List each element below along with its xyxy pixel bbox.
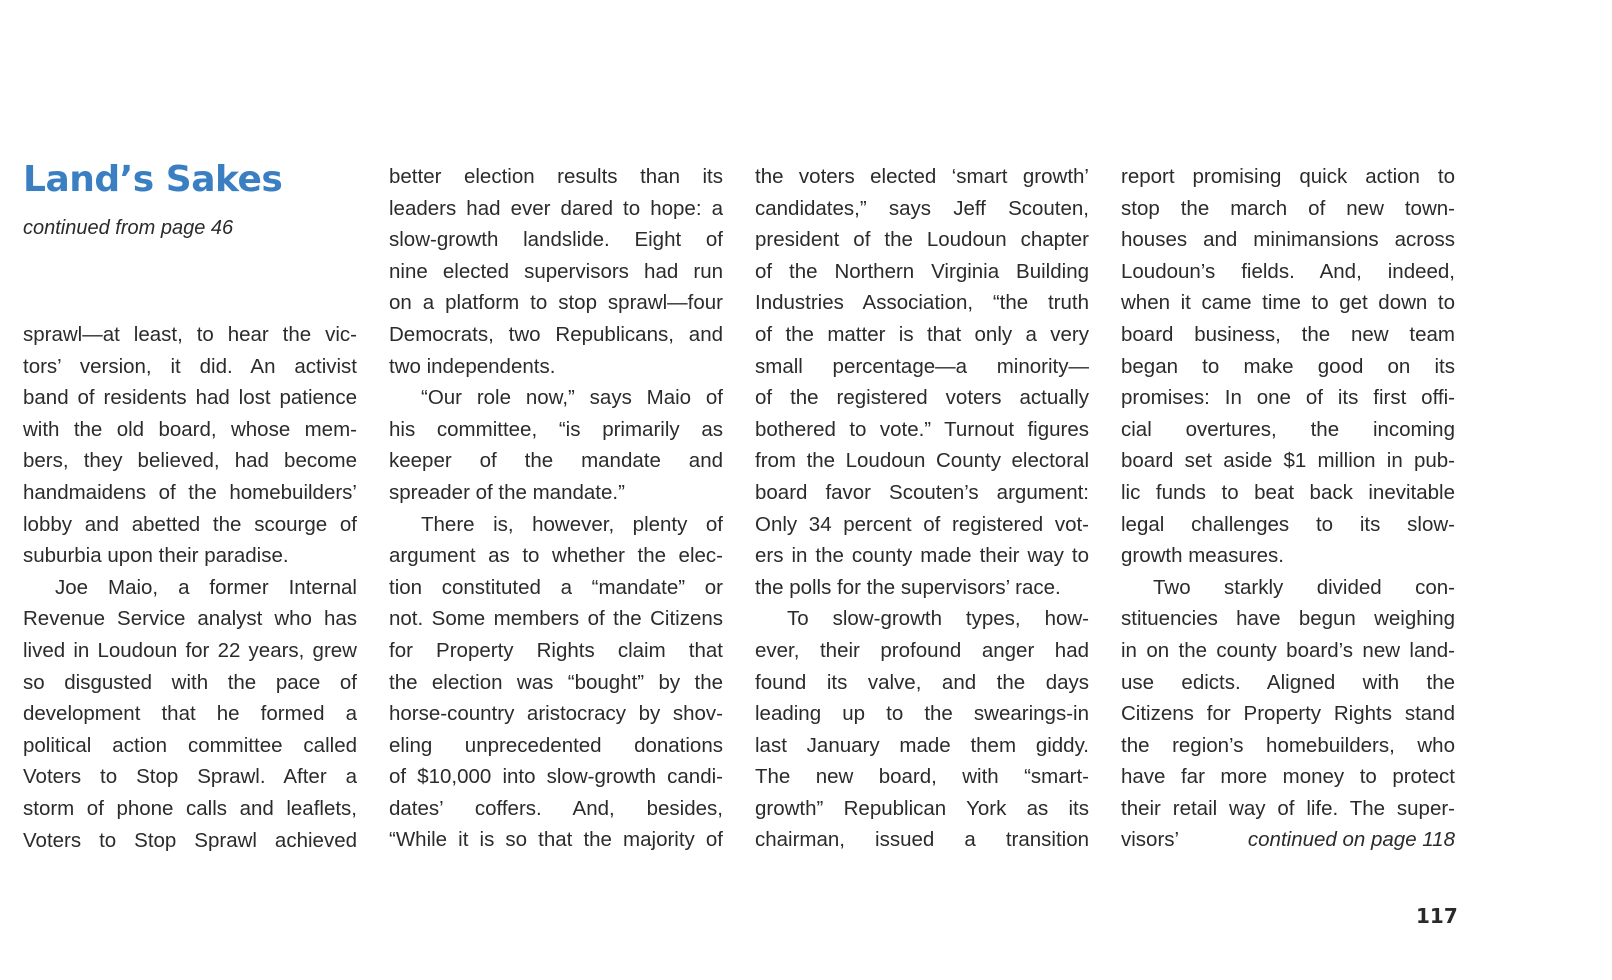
text-line: Two starkly divided con- (1153, 575, 1455, 599)
text-line: stituencies have begun weighing (1121, 607, 1455, 631)
text-line: bothered to vote.” Turnout figures (755, 417, 1089, 441)
text-line: with the old board, whose mem- (23, 417, 357, 441)
text-line: houses and minimansions across (1121, 228, 1455, 252)
text-column-3 (755, 161, 1089, 856)
text-line: suburbia upon their paradise. (23, 544, 289, 568)
text-line: political action committee called (23, 733, 357, 757)
text-line: storm of phone calls and leaflets, (23, 796, 357, 820)
text-line: Voters to Stop Sprawl achieved (23, 828, 357, 852)
text-line: of the Northern Virginia Building (755, 259, 1089, 283)
text-line: “Our role now,” says Maio of (421, 386, 723, 410)
text-line: tors’ version, it did. An activist (23, 354, 357, 378)
text-line: board set aside $1 million in pub- (1121, 449, 1455, 473)
text-line: use edicts. Aligned with the (1121, 670, 1455, 694)
text-line: lic funds to beat back inevitable (1121, 480, 1455, 504)
text-line: board business, the new team (1121, 322, 1455, 346)
text-line: small percentage—a minority— (755, 354, 1089, 378)
text-line: their retail way of life. The super- (1121, 796, 1455, 820)
text-line: of the matter is that only a very (755, 322, 1089, 346)
text-line: There is, however, plenty of (421, 512, 723, 536)
continued-from-note: continued from page 46 (23, 217, 234, 239)
text-line: eling unprecedented donations (389, 733, 723, 757)
text-line: “While it is so that the majority of (389, 828, 723, 852)
text-line: lobby and abetted the scourge of (23, 512, 357, 536)
text-line: board favor Scouten’s argument: (755, 480, 1089, 504)
text-line: from the Loudoun County electoral (755, 449, 1089, 473)
text-line: lived in Loudoun for 22 years, grew (23, 638, 357, 662)
text-line: cial overtures, the incoming (1121, 417, 1455, 441)
text-line: band of residents had lost patience (23, 386, 357, 410)
text-column-2 (389, 161, 723, 856)
text-line: last January made them giddy. (755, 733, 1089, 757)
text-line: sprawl—at least, to hear the vic- (23, 323, 357, 346)
text-line: Revenue Service analyst who has (23, 607, 357, 631)
text-line: growth” Republican York as its (755, 796, 1089, 820)
text-line: president of the Loudoun chapter (755, 228, 1089, 252)
article-title: Land’s Sakes (23, 159, 283, 200)
text-line: for Property Rights claim that (389, 638, 723, 662)
text-line: keeper of the mandate and (389, 449, 723, 473)
text-line: have far more money to protect (1121, 765, 1455, 789)
text-line: so disgusted with the pace of (23, 670, 357, 694)
text-line: two independents. (389, 354, 556, 378)
text-line: handmaidens of the homebuilders’ (23, 480, 357, 504)
text-line: when it came time to get down to (1121, 291, 1455, 315)
text-line: horse-country aristocracy by shov- (389, 702, 723, 726)
text-line: his committee, “is primarily as (389, 417, 723, 441)
text-line: the election was “bought” by the (389, 670, 723, 694)
text-line: candidates,” says Jeff Scouten, (755, 196, 1089, 220)
text-line: slow-growth landslide. Eight of (389, 228, 723, 252)
text-line: Democrats, two Republicans, and (389, 322, 723, 346)
text-line: Industries Association, “the truth (755, 291, 1089, 315)
text-line: growth measures. (1121, 544, 1284, 568)
text-line: not. Some members of the Citizens (389, 607, 723, 631)
text-line: the region’s homebuilders, who (1121, 733, 1455, 757)
page-number: 117 (1416, 904, 1458, 928)
text-line: bers, they believed, had become (23, 449, 357, 473)
text-line: The new board, with “smart- (755, 765, 1089, 789)
text-line: nine elected supervisors had run (389, 259, 723, 283)
text-line: dates’ coffers. And, besides, (389, 796, 723, 820)
text-line: stop the march of new town- (1121, 196, 1455, 220)
text-line: the polls for the supervisors’ race. (755, 575, 1061, 599)
text-line: spreader of the mandate.” (389, 480, 625, 504)
text-line: ever, their profound anger had (755, 638, 1089, 662)
text-line: Voters to Stop Sprawl. After a (23, 765, 357, 789)
text-line: ers in the county made their way to (755, 544, 1089, 568)
text-line: report promising quick action to (1121, 165, 1455, 188)
text-line: the voters elected ‘smart growth’ (755, 165, 1089, 188)
text-line: tion constituted a “mandate” or (389, 575, 723, 599)
text-line: development that he formed a (23, 702, 357, 726)
text-line: leading up to the swearings-in (755, 702, 1089, 726)
text-line-fragment: visors’ (1121, 828, 1180, 852)
text-line: began to make good on its (1121, 354, 1455, 378)
text-line: legal challenges to its slow- (1121, 512, 1455, 536)
text-line: better election results than its (389, 165, 723, 188)
text-line: in on the county board’s new land- (1121, 638, 1455, 662)
text-line: of the registered voters actually (755, 386, 1089, 410)
continued-to-note: continued on page 118 (1247, 828, 1455, 852)
text-column-4 (1121, 161, 1455, 856)
text-line: leaders had ever dared to hope: a (389, 196, 723, 220)
text-line: of $10,000 into slow-growth candi- (389, 765, 723, 789)
text-line: argument as to whether the elec- (389, 544, 723, 568)
text-line: chairman, issued a transition (755, 828, 1089, 852)
text-line: Loudoun’s fields. And, indeed, (1121, 259, 1455, 283)
text-line: found its valve, and the days (755, 670, 1089, 694)
text-line: Only 34 percent of registered vot- (755, 512, 1089, 536)
text-line: Citizens for Property Rights stand (1121, 702, 1455, 726)
text-line-final (1121, 824, 1455, 856)
text-column-1 (23, 319, 357, 856)
text-line: on a platform to stop sprawl—four (389, 291, 723, 315)
text-line: To slow-growth types, how- (787, 607, 1089, 631)
text-line: Joe Maio, a former Internal (55, 575, 357, 599)
text-line: promises: In one of its first offi- (1121, 386, 1455, 410)
